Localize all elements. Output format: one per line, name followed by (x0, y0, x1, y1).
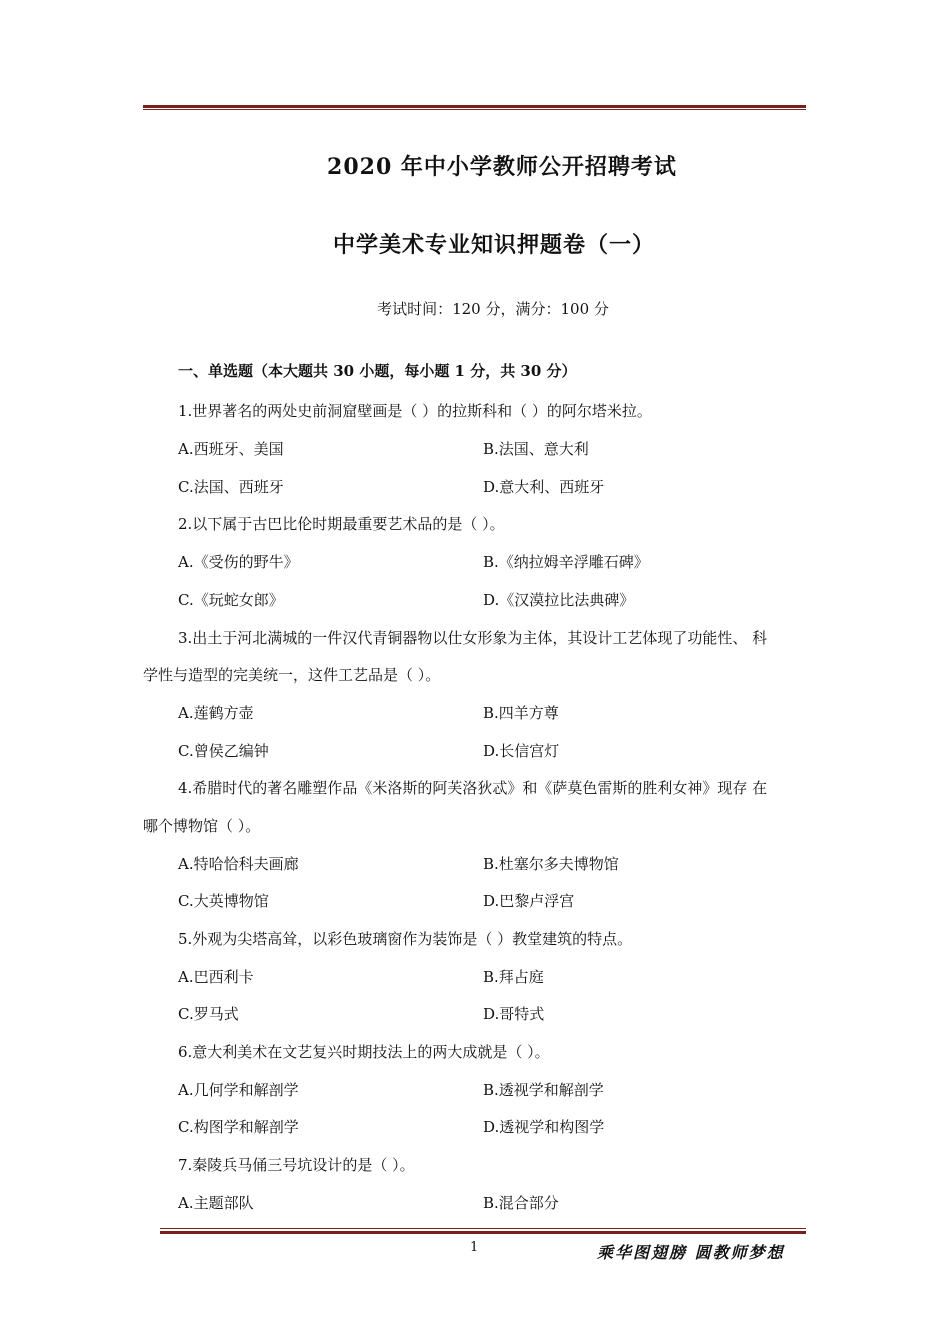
option-c: C.法国、西班牙 (178, 478, 284, 496)
option-a: A.几何学和解剖学 (178, 1081, 299, 1099)
option-d: D.意大利、西班牙 (483, 478, 605, 496)
option-c: C.大英博物馆 (178, 892, 269, 910)
option-b: B.法国、意大利 (483, 440, 589, 458)
option-b: B.四羊方尊 (483, 704, 559, 722)
option-a: A.特哈恰科夫画廊 (178, 855, 299, 873)
question-stem-line1: 3.出土于河北满城的一件汉代青铜器物以仕女形象为主体，其设计工艺体现了功能性、 科 (178, 629, 768, 647)
option-a: A.巴西利卡 (178, 968, 254, 986)
option-d: D.巴黎卢浮宫 (483, 892, 575, 910)
option-c: C.构图学和解剖学 (178, 1118, 299, 1136)
question-stem-line1: 4.希腊时代的著名雕塑作品《米洛斯的阿芙洛狄忒》和《萨莫色雷斯的胜利女神》现存 在 (178, 779, 768, 797)
question-stem: 1.世界著名的两处史前洞窟壁画是（ ）的拉斯科和（ ）的阿尔塔米拉。 (178, 402, 652, 420)
paper-title: 中学美术专业知识押题卷（一） (332, 232, 655, 258)
option-d: D.《汉漠拉比法典碑》 (483, 591, 635, 609)
question-stem-line2: 哪个博物馆（ ）。 (143, 817, 261, 835)
question-stem: 5.外观为尖塔高耸，以彩色玻璃窗作为装饰是（ ）教堂建筑的特点。 (178, 930, 633, 948)
option-a: A.西班牙、美国 (178, 440, 284, 458)
question-stem-line2: 学性与造型的完美统一，这件工艺品是（ ）。 (143, 666, 441, 684)
option-b: B.拜占庭 (483, 968, 544, 986)
option-c: C.罗马式 (178, 1005, 239, 1023)
header-rule (143, 105, 806, 108)
exam-title: 2020 年中小学教师公开招聘考试 (327, 154, 677, 180)
header-rule-thin (143, 109, 806, 110)
option-d: D.透视学和构图学 (483, 1118, 605, 1136)
question-stem: 6.意大利美术在文艺复兴时期技法上的两大成就是（ ）。 (178, 1043, 550, 1061)
option-a: A.《受伤的野牛》 (178, 553, 299, 571)
footer-rule (160, 1231, 806, 1234)
option-a: A.莲鹤方壶 (178, 704, 254, 722)
option-b: B.透视学和解剖学 (483, 1081, 604, 1099)
question-stem: 7.秦陵兵马俑三号坑设计的是（ ）。 (178, 1156, 415, 1174)
option-d: D.长信宫灯 (483, 742, 560, 760)
option-c: C.曾侯乙编钟 (178, 742, 269, 760)
option-a: A.主题部队 (178, 1194, 254, 1212)
question-stem: 2.以下属于古巴比伦时期最重要艺术品的是（ ）。 (178, 515, 505, 533)
footer-rule-thin (160, 1228, 806, 1229)
option-d: D.哥特式 (483, 1005, 545, 1023)
page-number: 1 (470, 1240, 479, 1255)
footer-slogan: 乘华图翅膀 圆教师梦想 (597, 1243, 785, 1262)
option-b: B.混合部分 (483, 1194, 559, 1212)
option-b: B.《纳拉姆辛浮雕石碑》 (483, 553, 649, 571)
exam-info: 考试时间：120 分，满分：100 分 (377, 300, 609, 318)
section-heading: 一、单选题（本大题共 30 小题，每小题 1 分，共 30 分） (178, 362, 577, 380)
option-c: C.《玩蛇女郎》 (178, 591, 284, 609)
option-b: B.杜塞尔多夫博物馆 (483, 855, 619, 873)
